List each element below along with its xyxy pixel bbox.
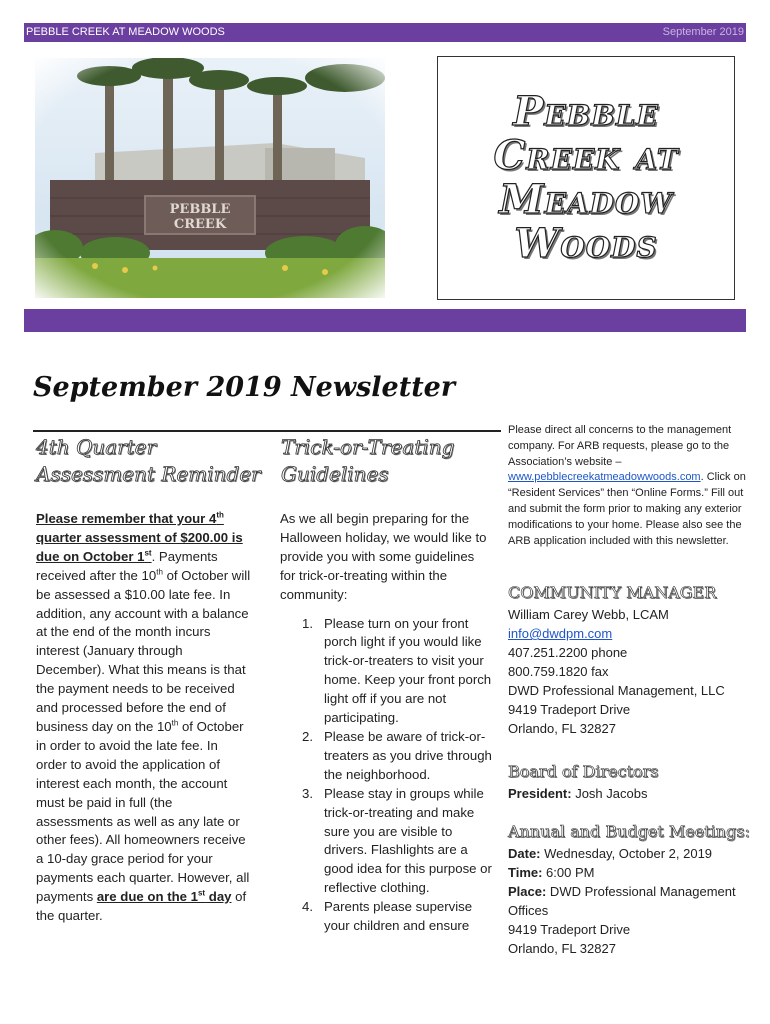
entrance-photo: [35, 58, 385, 298]
meeting-street: 9419 Tradeport Drive: [508, 922, 631, 937]
meetings-heading: Annual and Budget Meetings:: [508, 822, 750, 841]
masthead-line: Pebble: [513, 88, 659, 135]
list-item: 3. Please stay in groups while trick-or-treating and make sure you are visible to drivers. Flashlights are a good idea for this purpose or reflective clothing.: [302, 785, 492, 896]
trick-intro: As we all begin preparing for the Halloween holiday, we would like to provide you with some guidelines for trick-or-treating within the community:: [280, 511, 487, 602]
assessment-heading: [36, 434, 261, 488]
meetings-section: [508, 822, 753, 958]
masthead-line: Meadow: [499, 176, 673, 223]
meeting-place-label: Place:: [508, 884, 547, 899]
trick-guidelines-list: [280, 615, 492, 936]
masthead-line: Woods: [514, 220, 658, 267]
meeting-time: 6:00 PM: [542, 865, 595, 880]
trick-heading-line2: Guidelines: [281, 462, 389, 486]
due-date-emphasis: are due on the 1st day: [96, 888, 232, 905]
meeting-date: Wednesday, October 2, 2019: [540, 846, 713, 861]
manager-heading: COMMUNITY MANAGER: [508, 583, 717, 602]
newsletter-title: September 2019 Newsletter: [33, 372, 456, 403]
assessment-heading-line2: Assessment Reminder: [36, 462, 261, 486]
assessment-body: Please remember that your 4th quarter assessment of $200.00 is due on October 1st. Payments received after the 10th of October will be assessed a $10.00 late fee. In addition, any account with a balance at the end of the month incurs interest (January through December). What this means is that the payment needs to be received and processed before the end of business day on the 10th of October in order to avoid the late fee. In order to avoid the application of interest each month, the account must be paid in full (the assessments as well as any late or other fees). All homeowners receive a 10-day grace period for your payments each quarter. However, all payments are due on the 1st day of the quarter.: [36, 510, 251, 924]
meeting-city: Orlando, FL 32827: [508, 941, 616, 956]
board-heading: Board of Directors: [508, 762, 659, 781]
manager-street: 9419 Tradeport Drive: [508, 702, 631, 717]
manager-city: Orlando, FL 32827: [508, 721, 616, 736]
masthead-line: Creek at: [493, 132, 679, 179]
trick-heading-line1: Trick-or-Treating: [281, 435, 455, 459]
header-bar: [24, 23, 746, 42]
title-rule: [33, 430, 501, 432]
list-item: 1. Please turn on your front porch light if you would like trick-or-treaters to visit your home. Keep your front porch light off if you are not participating.: [302, 615, 492, 726]
manager-phone: 407.251.2200 phone: [508, 645, 628, 660]
concerns-note: Please direct all concerns to the management company. For ARB requests, please go to the Association’s website – www.pebblecreekatmeadowwoods.com. Click on “Resident Services” then “Online Forms.” Fill out and submit the form prior to making any exterior modifications to your home. Please also see the ARB application included with this newsletter.: [508, 424, 746, 547]
meeting-place: DWD Professional Management Offices: [508, 884, 736, 918]
assessment-heading-line1: 4th Quarter: [36, 435, 157, 459]
meeting-date-label: Date:: [508, 846, 541, 861]
president-name: Josh Jacobs: [571, 786, 648, 801]
masthead-title-box: [437, 56, 735, 300]
assessment-emphasis: Please remember that your 4th quarter assessment of $200.00 is due on October 1st: [36, 510, 243, 564]
trick-body: [280, 510, 492, 936]
website-link[interactable]: www.pebblecreekatmeadowwoods.com: [508, 471, 701, 484]
manager-email-link[interactable]: info@dwdpm.com: [508, 626, 613, 641]
manager-name: William Carey Webb, LCAM: [508, 607, 669, 622]
trick-heading: [281, 434, 454, 488]
list-item: 2. Please be aware of trick-or-treaters as you drive through the neighborhood.: [302, 728, 492, 782]
divider-bar: [24, 309, 746, 332]
manager-fax: 800.759.1820 fax: [508, 664, 609, 679]
header-org-name: PEBBLE CREEK AT MEADOW WOODS: [26, 26, 225, 38]
header-date: September 2019: [662, 26, 744, 38]
board-section: [508, 762, 753, 803]
manager-company: DWD Professional Management, LLC: [508, 683, 725, 698]
meeting-time-label: Time:: [508, 865, 543, 880]
manager-section: [508, 583, 753, 738]
list-item: 4. Parents please supervise your children and ensure: [302, 899, 473, 934]
president-label: President:: [508, 786, 572, 801]
